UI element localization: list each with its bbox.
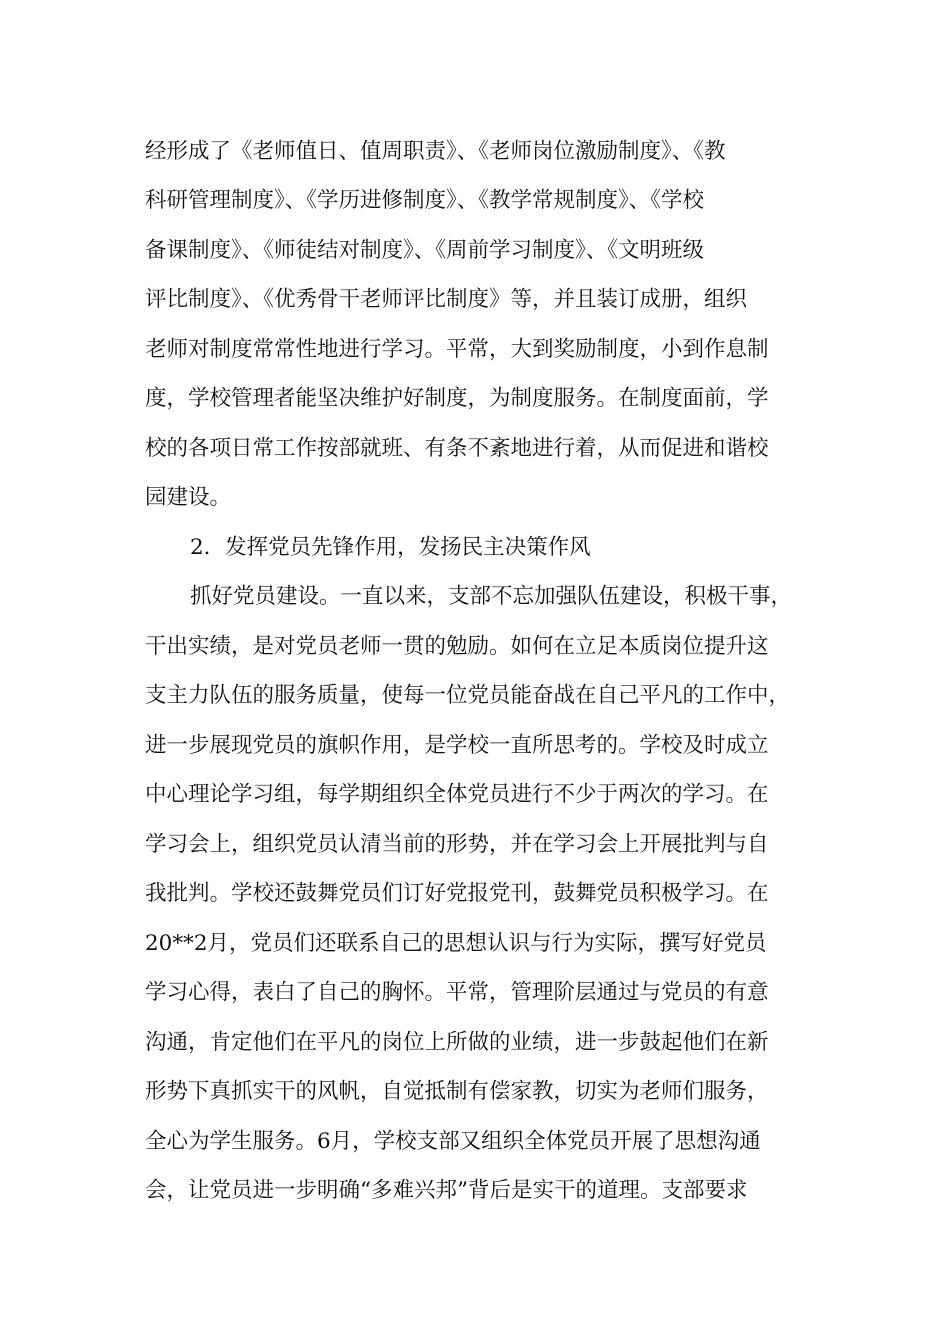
text-line: 学习心得，表白了自己的胸怀。平常，管理阶层通过与党员的有意	[145, 980, 769, 1005]
text-line: 进一步展现党员的旗帜作用，是学校一直所思考的。学校及时成立	[145, 733, 769, 758]
text-line: 会，让党员进一步明确“多难兴邦”背后是实干的道理。支部要求	[145, 1178, 748, 1203]
text-line: 校的各项日常工作按部就班、有条不紊地进行着，从而促进和谐校	[145, 436, 769, 461]
text-line: 中心理论学习组，每学期组织全体党员进行不少于两次的学习。在	[145, 782, 769, 807]
text-line: 老师对制度常常性地进行学习。平常，大到奖励制度，小到作息制	[145, 337, 769, 362]
section-heading: 2．发挥党员先锋作用，发扬民主决策作风	[190, 535, 591, 560]
text-line: 抓好党员建设。一直以来，支部不忘加强队伍建设，积极干事，	[190, 584, 793, 609]
text-line: 经形成了《老师值日、值周职责》、《老师岗位激励制度》、《教	[145, 139, 726, 164]
text-line: 沟通，肯定他们在平凡的岗位上所做的业绩，进一步鼓起他们在新	[145, 1030, 769, 1055]
text-line: 支主力队伍的服务质量，使每一位党员能奋战在自己平凡的工作中，	[145, 683, 791, 708]
text-line: 干出实绩，是对党员老师一贯的勉励。如何在立足本质岗位提升这	[145, 634, 769, 659]
text-line: 全心为学生服务。6月，学校支部又组织全体党员开展了思想沟通	[145, 1129, 761, 1154]
text-line: 我批判。学校还鼓舞党员们订好党报党刊，鼓舞党员积极学习。在	[145, 881, 769, 906]
text-line: 学习会上，组织党员认清当前的形势，并在学习会上开展批判与自	[145, 832, 769, 857]
text-line: 形势下真抓实干的风帆，自觉抵制有偿家教，切实为老师们服务，	[145, 1079, 769, 1104]
text-line: 20**2月，党员们还联系自己的思想认识与行为实际，撰写好党员	[145, 931, 767, 956]
text-line: 园建设。	[145, 485, 232, 510]
text-line: 备课制度》、《师徒结对制度》、《周前学习制度》、《文明班级	[145, 238, 705, 263]
text-line: 评比制度》、《优秀骨干老师评比制度》等，并且装订成册，组织	[145, 287, 748, 312]
text-line: 度，学校管理者能坚决维护好制度，为制度服务。在制度面前，学	[145, 386, 769, 411]
text-line: 科研管理制度》、《学历进修制度》、《教学常规制度》、《学校	[145, 188, 705, 213]
